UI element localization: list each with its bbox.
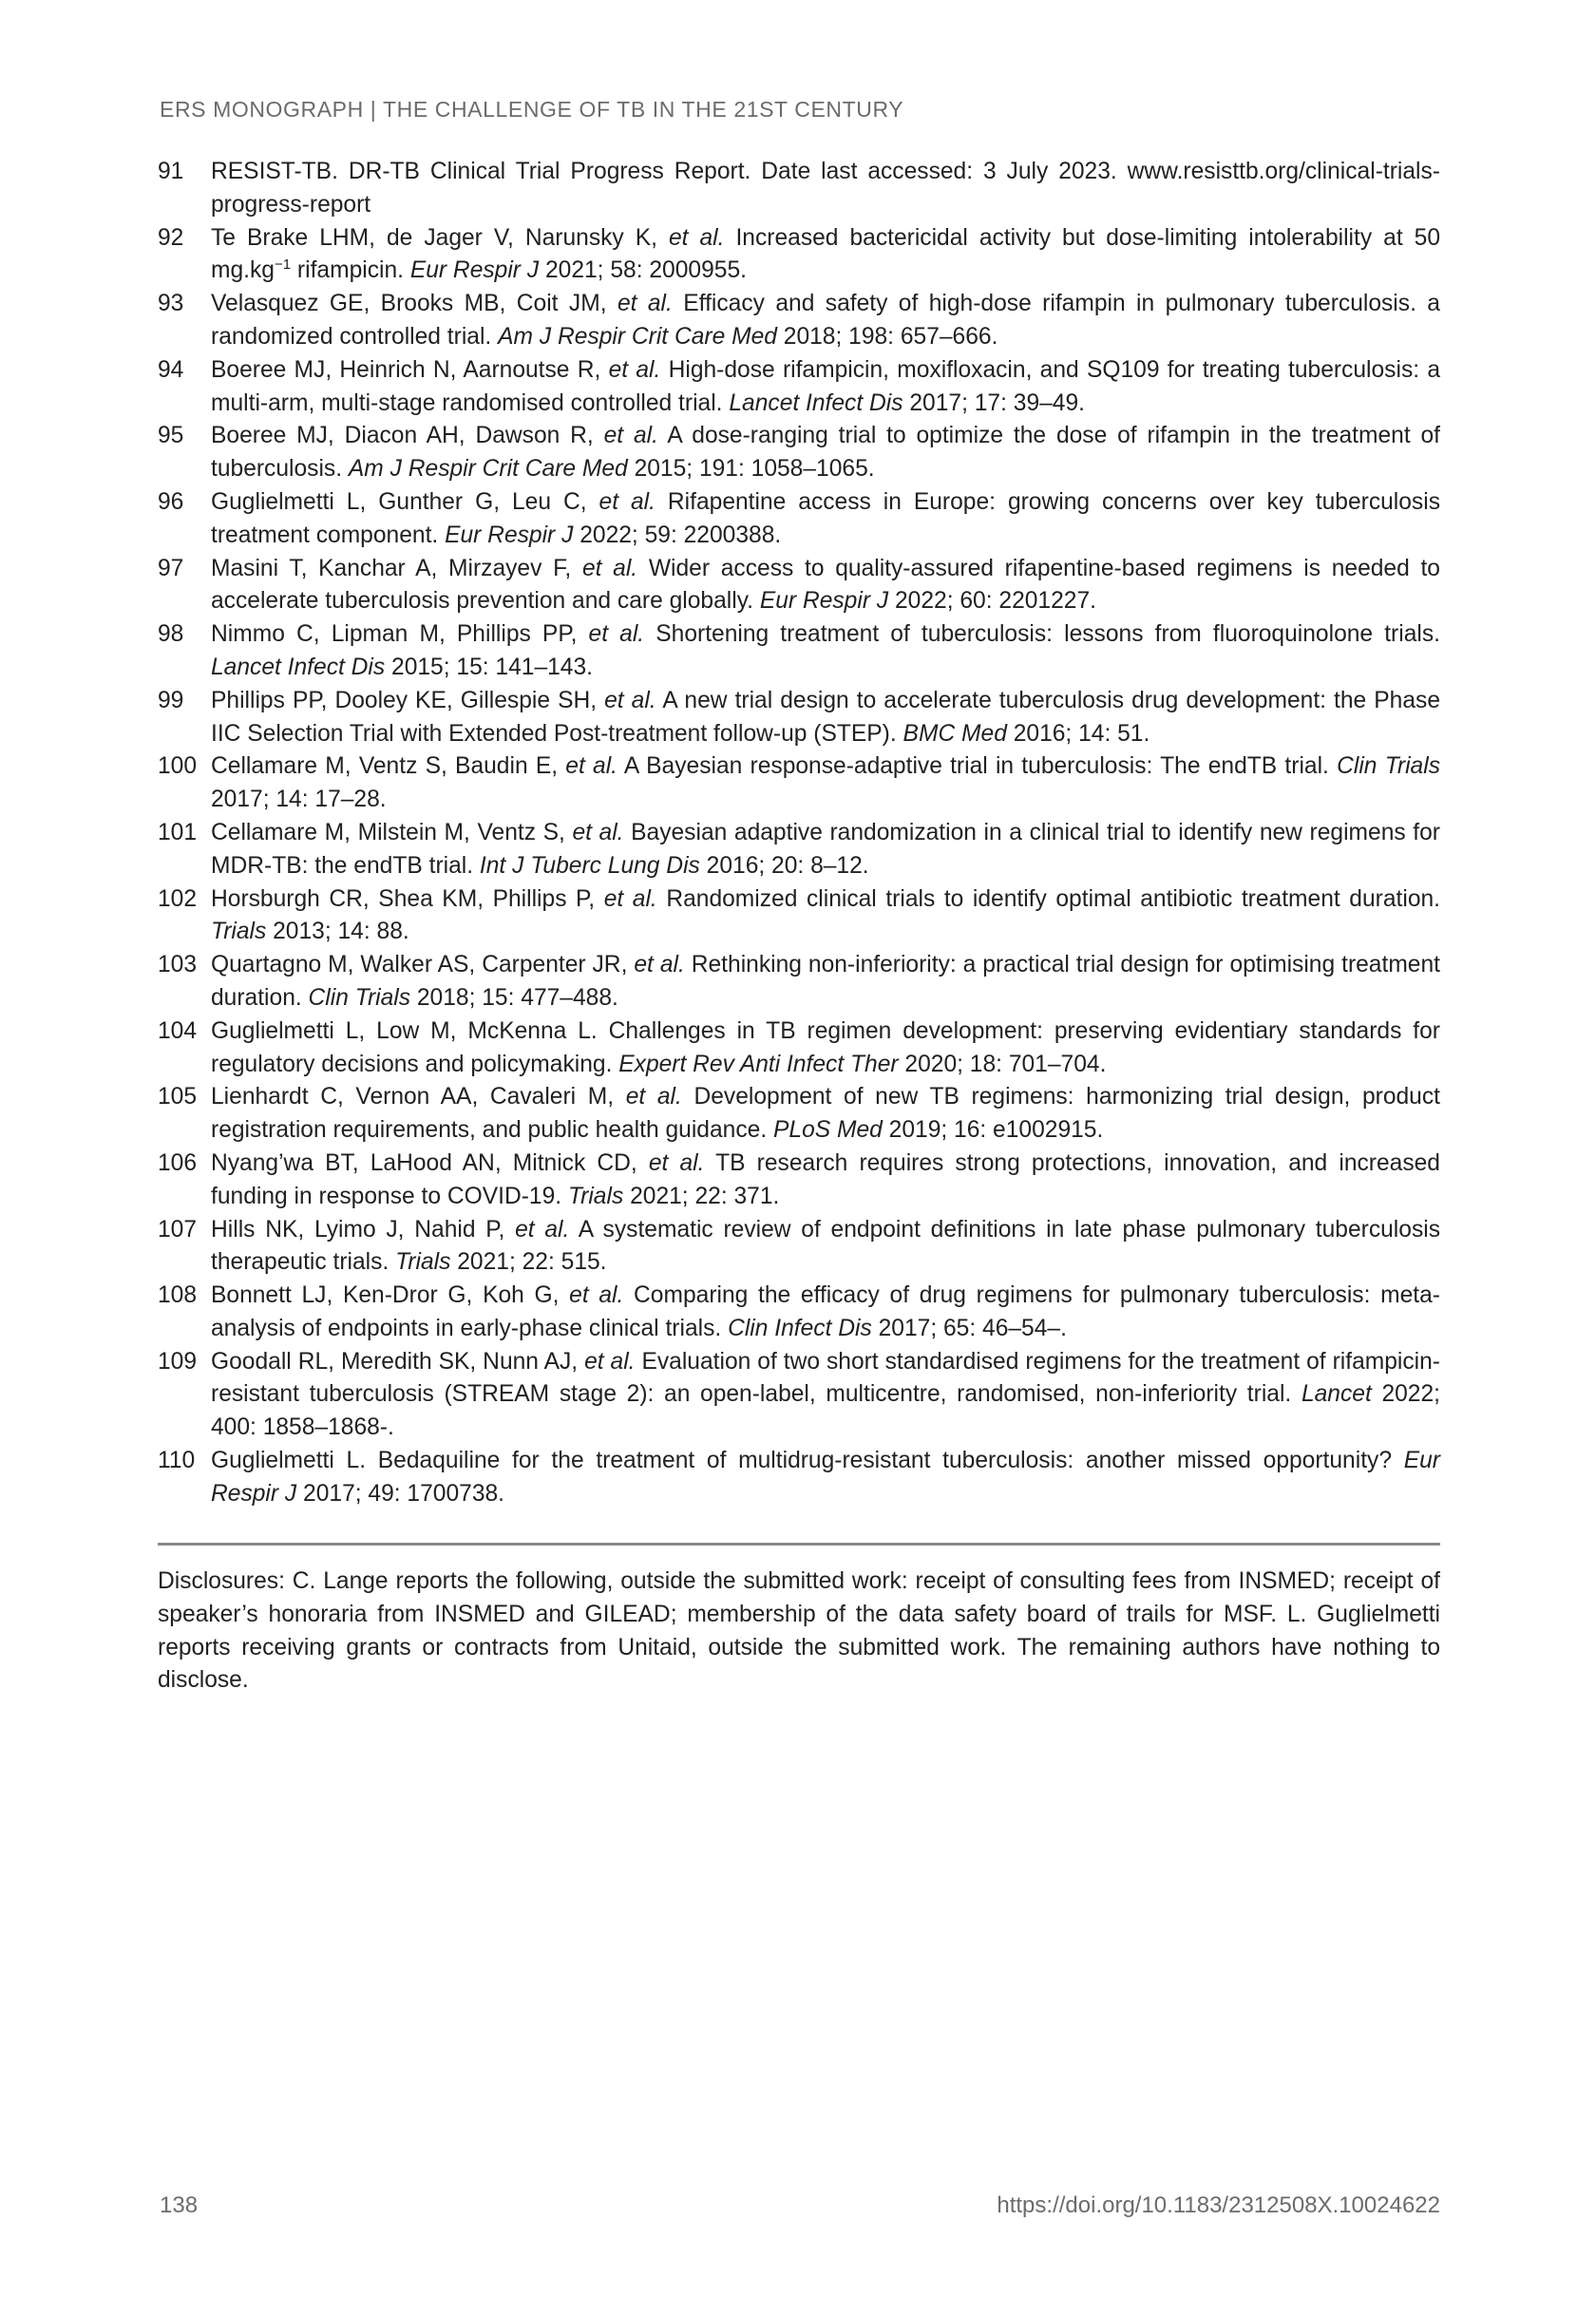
reference-text [211,291,1440,350]
reference-segment: RESIST-TB. DR-TB Clinical Trial Progress Report. Date last accessed: 3 July 2023. www.resisttb.org/clinical-trials-progress-report [211,159,1440,218]
reference-italic-segment: Am J Respir Crit Care Med [498,323,777,350]
reference-italic-segment: et al. [608,356,661,383]
reference-item [158,222,1440,289]
reference-item [158,1214,1440,1281]
reference-text [211,1150,1440,1209]
reference-number: 110 [158,1448,196,1474]
reference-segment: A Bayesian response-adaptive trial in tuberculosis: The endTB trial. [618,753,1338,780]
reference-text [211,357,1440,416]
reference-item [158,486,1440,553]
reference-segment: Nyang’wa BT, LaHood AN, Mitnick CD, [211,1149,649,1176]
reference-italic-segment: Eur Respir J [445,522,574,548]
reference-italic-segment: Eur Respir J [409,257,540,284]
reference-text [211,1282,1440,1341]
reference-italic-segment: et al. [617,291,673,317]
reference-italic-segment: et al. [515,1216,570,1243]
reference-text [211,1217,1440,1276]
reference-number: 103 [158,952,198,978]
reference-segment: Wider access to quality-assured rifapentine-based regimens is needed to accelerate tuberculosis prevention and care globally. [211,555,1440,615]
reference-number: 96 [158,488,184,515]
reference-italic-segment: Int J Tuberc Lung Dis [479,852,700,879]
reference-item [158,420,1440,486]
reference-italic-segment: BMC Med [902,720,1007,747]
reference-segment: Boeree MJ, Diacon AH, Dawson R, [211,423,604,449]
reference-text [211,556,1440,615]
reference-item [158,354,1440,421]
reference-text [211,820,1440,879]
reference-segment: Quartagno M, Walker AS, Carpenter JR, [211,952,635,978]
reference-text [211,1084,1440,1143]
reference-text [211,225,1440,284]
reference-number: 97 [158,555,184,581]
reference-number: 102 [158,885,198,912]
reference-italic-segment: Clin Trials [308,984,411,1011]
reference-segment: High-dose rifampicin, moxifloxacin, and SQ109 for treating tuberculosis: a multi-arm, multi-stage randomised controlled trial. [211,356,1440,416]
reference-segment: A dose-ranging trial to optimize the dose of rifampin in the treatment of tuberculosis. [211,423,1441,483]
reference-item [158,618,1440,685]
reference-segment: Goodall RL, Meredith SK, Nunn AJ, [211,1348,585,1375]
reference-segment: Guglielmetti L. Bedaquiline for the treatment of multidrug-resistant tuberculosis: another missed opportunity? [211,1448,1404,1474]
page-number: 138 [160,2192,199,2218]
reference-number: 109 [158,1348,198,1375]
reference-segment: Efficacy and safety of high-dose rifampin in pulmonary tuberculosis. a randomized controlled trial. [211,291,1440,350]
reference-italic-segment: Trials [395,1249,451,1276]
reference-item [158,1445,1440,1511]
reference-item [158,1015,1440,1082]
reference-italic-segment: et al. [668,224,725,251]
reference-segment: 2017; 14: 17–28. [211,787,387,813]
reference-segment: Phillips PP, Dooley KE, Gillespie SH, [211,687,605,713]
reference-italic-segment: et al. [588,621,645,648]
reference-segment: Bayesian adaptive randomization in a clinical trial to identify new regimens for MDR-TB: the endTB trial. [211,819,1440,879]
reference-segment: 2016; 14: 51. [1006,720,1150,747]
reference-number: 101 [158,819,198,845]
reference-segment: 2015; 15: 141–143. [385,654,593,680]
reference-segment: 2013; 14: 88. [266,919,409,945]
reference-segment: Cellamare M, Ventz S, Baudin E, [211,753,566,780]
reference-text [211,886,1440,945]
reference-italic-segment: et al. [634,952,685,978]
reference-segment: Randomized clinical trials to identify optimal antibiotic treatment duration. [656,885,1441,912]
reference-segment: 2022; 60: 2201227. [888,588,1096,615]
reference-segment: Masini T, Kanchar A, Mirzayev F, [211,555,582,581]
reference-segment: Rifapentine access in Europe: growing concerns over key tuberculosis treatment component. [211,488,1440,548]
reference-italic-segment: PLoS Med [772,1117,883,1144]
reference-segment: Boeree MJ, Heinrich N, Aarnoutse R, [211,356,609,383]
reference-segment: Rethinking non-inferiority: a practical trial design for optimising treatment duration. [211,952,1440,1011]
reference-text [211,688,1440,747]
reference-number: 108 [158,1282,198,1309]
reference-italic-segment: et al. [604,687,656,713]
reference-number: 91 [158,159,184,184]
reference-text [211,621,1440,680]
reference-segment: Cellamare M, Milstein M, Ventz S, [211,819,573,845]
reference-number: 92 [158,224,184,251]
reference-italic-segment: et al. [603,885,657,912]
reference-item [158,685,1440,751]
reference-item [158,156,1440,222]
reference-text [211,1448,1440,1507]
reference-italic-segment: et al. [581,555,638,581]
reference-italic-segment: et al. [572,819,624,845]
reference-segment: Lienhardt C, Vernon AA, Cavaleri M, [211,1084,626,1110]
reference-segment: 2016; 20: 8–12. [699,852,869,879]
reference-segment: 2018; 15: 477–488. [410,984,618,1011]
reference-number: 106 [158,1149,198,1176]
reference-italic-segment: et al. [603,423,658,449]
reference-italic-segment: Am J Respir Crit Care Med [348,456,628,483]
reference-item [158,553,1440,619]
reference-segment: Te Brake LHM, de Jager V, Narunsky K, [211,224,669,251]
reference-text [211,1349,1440,1441]
reference-item [158,1280,1440,1346]
doi-link[interactable]: https://doi.org/10.1183/2312508X.10024622 [997,2192,1440,2218]
reference-segment: TB research requires strong protections, innovation, and increased funding in response to COVID-19. [211,1149,1440,1209]
reference-segment: 2017; 65: 46–54–. [871,1315,1067,1341]
reference-segment: 2021; 22: 371. [623,1183,780,1209]
reference-segment: A new trial design to accelerate tuberculosis drug development: the Phase IIC Selection Trial with Extended Post-treatment follow-up (STEP). [211,687,1440,747]
reference-list [158,156,1440,1511]
reference-item [158,288,1440,354]
reference-italic-segment: Clin Trials [1337,753,1440,780]
reference-segment: Development of new TB regimens: harmonizing trial design, product registration requirements, and public health guidance. [211,1084,1440,1144]
reference-item [158,1148,1440,1214]
reference-segment: 2022; 59: 2200388. [573,522,782,548]
reference-text [211,489,1440,548]
reference-segment: Evaluation of two short standardised regimens for the treatment of rifampicin-resistant tuberculosis (STREAM stage 2): an open-label, multicentre, randomised, non-inferiority trial. [211,1348,1440,1408]
reference-segment: 2021; 22: 515. [450,1249,607,1276]
reference-italic-segment: Expert Rev Anti Infect Ther [618,1051,899,1077]
reference-item [158,949,1440,1015]
reference-segment: 2017; 49: 1700738. [296,1480,505,1507]
reference-number: 93 [158,291,184,317]
reference-italic-segment: et al. [625,1084,682,1110]
reference-italic-segment: et al. [584,1348,636,1375]
reference-segment: Nimmo C, Lipman M, Phillips PP, [211,621,589,648]
reference-text [211,753,1440,812]
reference-segment: Guglielmetti L, Gunther G, Leu C, [211,488,599,515]
reference-segment: 2022; 400: 1858–1868-. [211,1381,1440,1441]
reference-number: 104 [158,1017,198,1044]
reference-text [211,952,1440,1011]
reference-italic-segment: Eur Respir J [759,588,889,615]
reference-segment: Guglielmetti L, Low M, McKenna L. Challenges in TB regimen development: preserving evidentiary standards for regulatory decisions and policymaking. [211,1017,1440,1077]
reference-italic-segment: Lancet Infect Dis [729,389,903,416]
reference-number: 100 [158,753,198,780]
reference-segment: 2017; 17: 39–49. [902,389,1086,416]
reference-text [211,159,1440,218]
reference-segment: Horsburgh CR, Shea KM, Phillips P, [211,885,604,912]
reference-item [158,883,1440,950]
reference-italic-segment: et al. [648,1149,705,1176]
reference-segment: rifampicin. [291,257,410,284]
reference-number: 105 [158,1084,198,1110]
reference-italic-segment: Trials [567,1183,624,1209]
reference-segment: Shortening treatment of tuberculosis: lessons from fluoroquinolone trials. [644,621,1440,648]
reference-number: 95 [158,423,184,449]
running-head: ERS MONOGRAPH | THE CHALLENGE OF TB IN THE 21ST CENTURY [160,97,904,122]
reference-segment: Bonnett LJ, Ken-Dror G, Koh G, [211,1282,570,1309]
reference-number: 94 [158,356,184,383]
reference-number: 98 [158,621,184,648]
reference-segment: 2021; 58: 2000955. [539,257,747,284]
reference-segment: Velasquez GE, Brooks MB, Coit JM, [211,291,618,317]
reference-item [158,750,1440,817]
reference-segment: Increased bactericidal activity but dose-limiting intolerability at 50 mg.kg [211,224,1441,284]
reference-superscript: −1 [274,256,292,274]
reference-number: 107 [158,1216,198,1243]
reference-segment: Hills NK, Lyimo J, Nahid P, [211,1216,516,1243]
reference-italic-segment: Lancet [1301,1381,1372,1408]
reference-italic-segment: Eur Respir J [211,1448,1440,1507]
reference-item [158,817,1440,883]
reference-number: 99 [158,687,184,713]
reference-segment: 2019; 16: e1002915. [882,1117,1104,1144]
reference-segment: A systematic review of endpoint definitions in late phase pulmonary tuberculosis therapeutic trials. [211,1216,1441,1276]
disclosures-paragraph: Disclosures: C. Lange reports the following, outside the submitted work: receipt of consulting fees from INSMED; receipt of speaker’s honoraria from INSMED and GILEAD; membership of the data safety board of trails for MSF. L. Guglielmetti reports receiving grants or contracts from Unitaid, outside the submitted work. The remaining authors have nothing to disclose. [158,1568,1440,1694]
reference-segment: Comparing the efficacy of drug regimens for pulmonary tuberculosis: meta-analysis of endpoints in early-phase clinical trials. [211,1282,1440,1341]
reference-italic-segment: Clin Infect Dis [728,1315,872,1341]
reference-text [211,423,1440,482]
reference-italic-segment: et al. [565,753,618,780]
reference-item [158,1346,1440,1445]
reference-text [211,1018,1440,1077]
reference-segment: 2018; 198: 657–666. [776,323,998,350]
reference-item [158,1081,1440,1148]
reference-italic-segment: Lancet Infect Dis [211,654,386,680]
reference-italic-segment: et al. [598,488,656,515]
reference-italic-segment: Trials [211,919,267,945]
section-divider [158,1543,1440,1546]
reference-segment: 2020; 18: 701–704. [898,1051,1107,1077]
reference-segment: 2015; 191: 1058–1065. [627,456,875,483]
reference-italic-segment: et al. [569,1282,624,1309]
